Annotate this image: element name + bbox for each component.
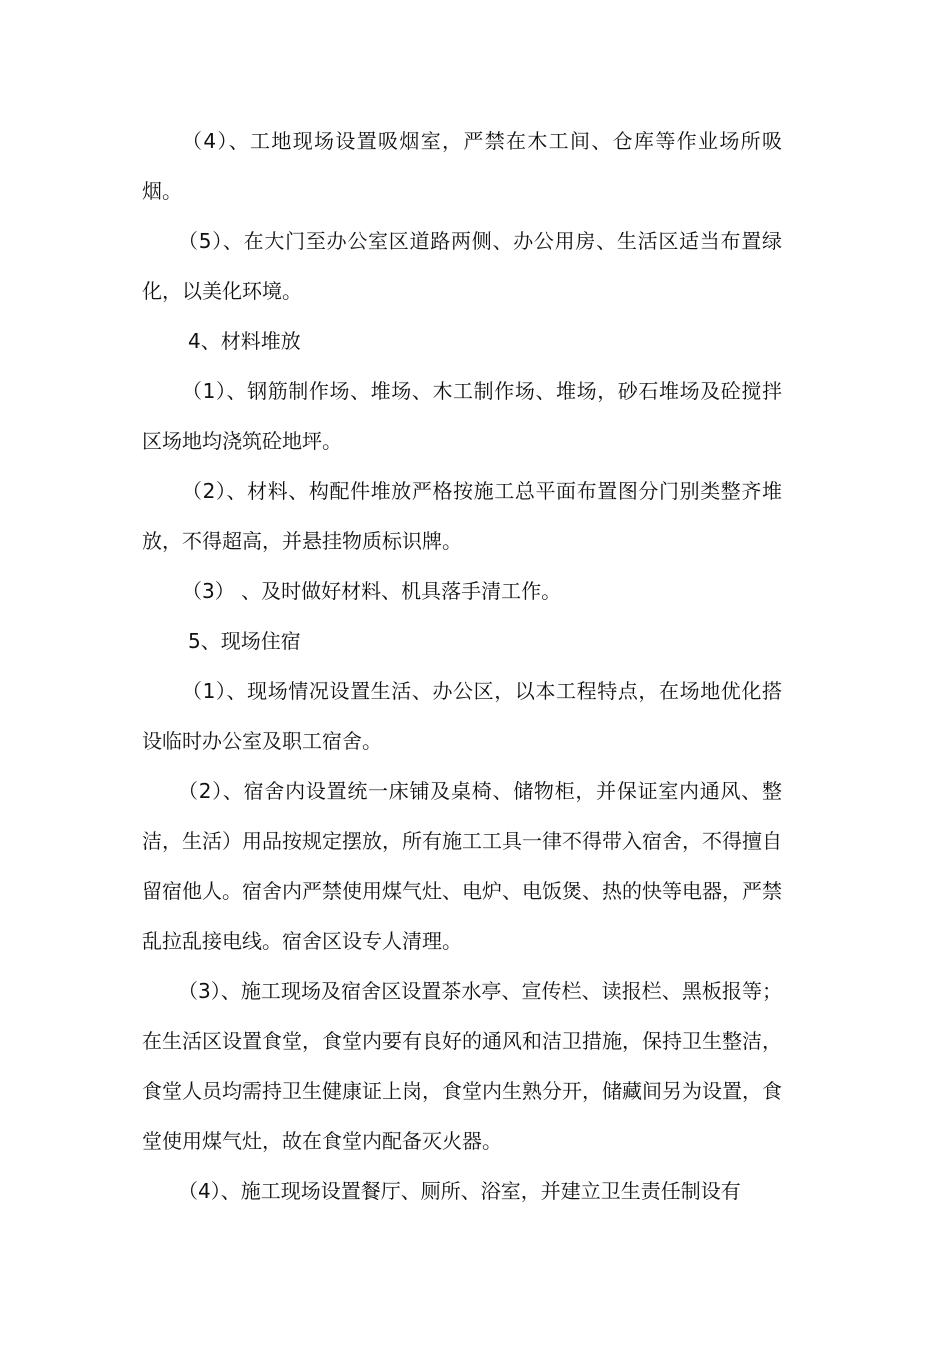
paragraph-dormitory-rules: （2）、宿舍内设置统一床铺及桌椅、储物柜，并保证室内通风、整洁，生活）用品按规定摆放，所有施工工具一律不得带入宿舍，不得擅自留宿他人。宿舍内严禁使用煤气灶、电炉、电饭煲、热的快等电器，严禁乱拉乱接电线。宿舍区设专人清理。 [142, 779, 782, 953]
paragraph-facilities: （4）、施工现场设置餐厅、厕所、浴室，并建立卫生责任制设有 [178, 1179, 741, 1203]
paragraph-greening: （5）、在大门至办公室区道路两侧、办公用房、生活区适当布置绿化，以美化环境。 [142, 229, 782, 303]
paragraph-cleanup: （3） 、及时做好材料、机具落手清工作。 [182, 579, 562, 603]
paragraph-material-stacking: （2）、材料、构配件堆放严格按施工总平面布置图分门别类整齐堆放，不得超高，并悬挂物质标识牌。 [142, 479, 782, 553]
section-heading-site-accommodation: 5、现场住宿 [188, 629, 301, 653]
paragraph-concrete-floor: （1）、钢筋制作场、堆场、木工制作场、堆场，砂石堆场及砼搅拌区场地均浇筑砼地坪。 [142, 379, 782, 453]
paragraph-living-office-area: （1）、现场情况设置生活、办公区，以本工程特点，在场地优化搭设临时办公室及职工宿舍。 [142, 679, 782, 753]
paragraph-canteen: （3）、施工现场及宿舍区设置茶水亭、宣传栏、读报栏、黑板报等；在生活区设置食堂，食堂内要有良好的通风和洁卫措施，保持卫生整洁，食堂人员均需持卫生健康证上岗，食堂内生熟分开，储藏间另为设置，食堂使用煤气灶，故在食堂内配备灭火器。 [142, 979, 782, 1153]
paragraph-smoking-room: （4）、工地现场设置吸烟室，严禁在木工间、仓库等作业场所吸烟。 [142, 129, 782, 203]
section-heading-material-storage: 4、材料堆放 [188, 329, 301, 353]
